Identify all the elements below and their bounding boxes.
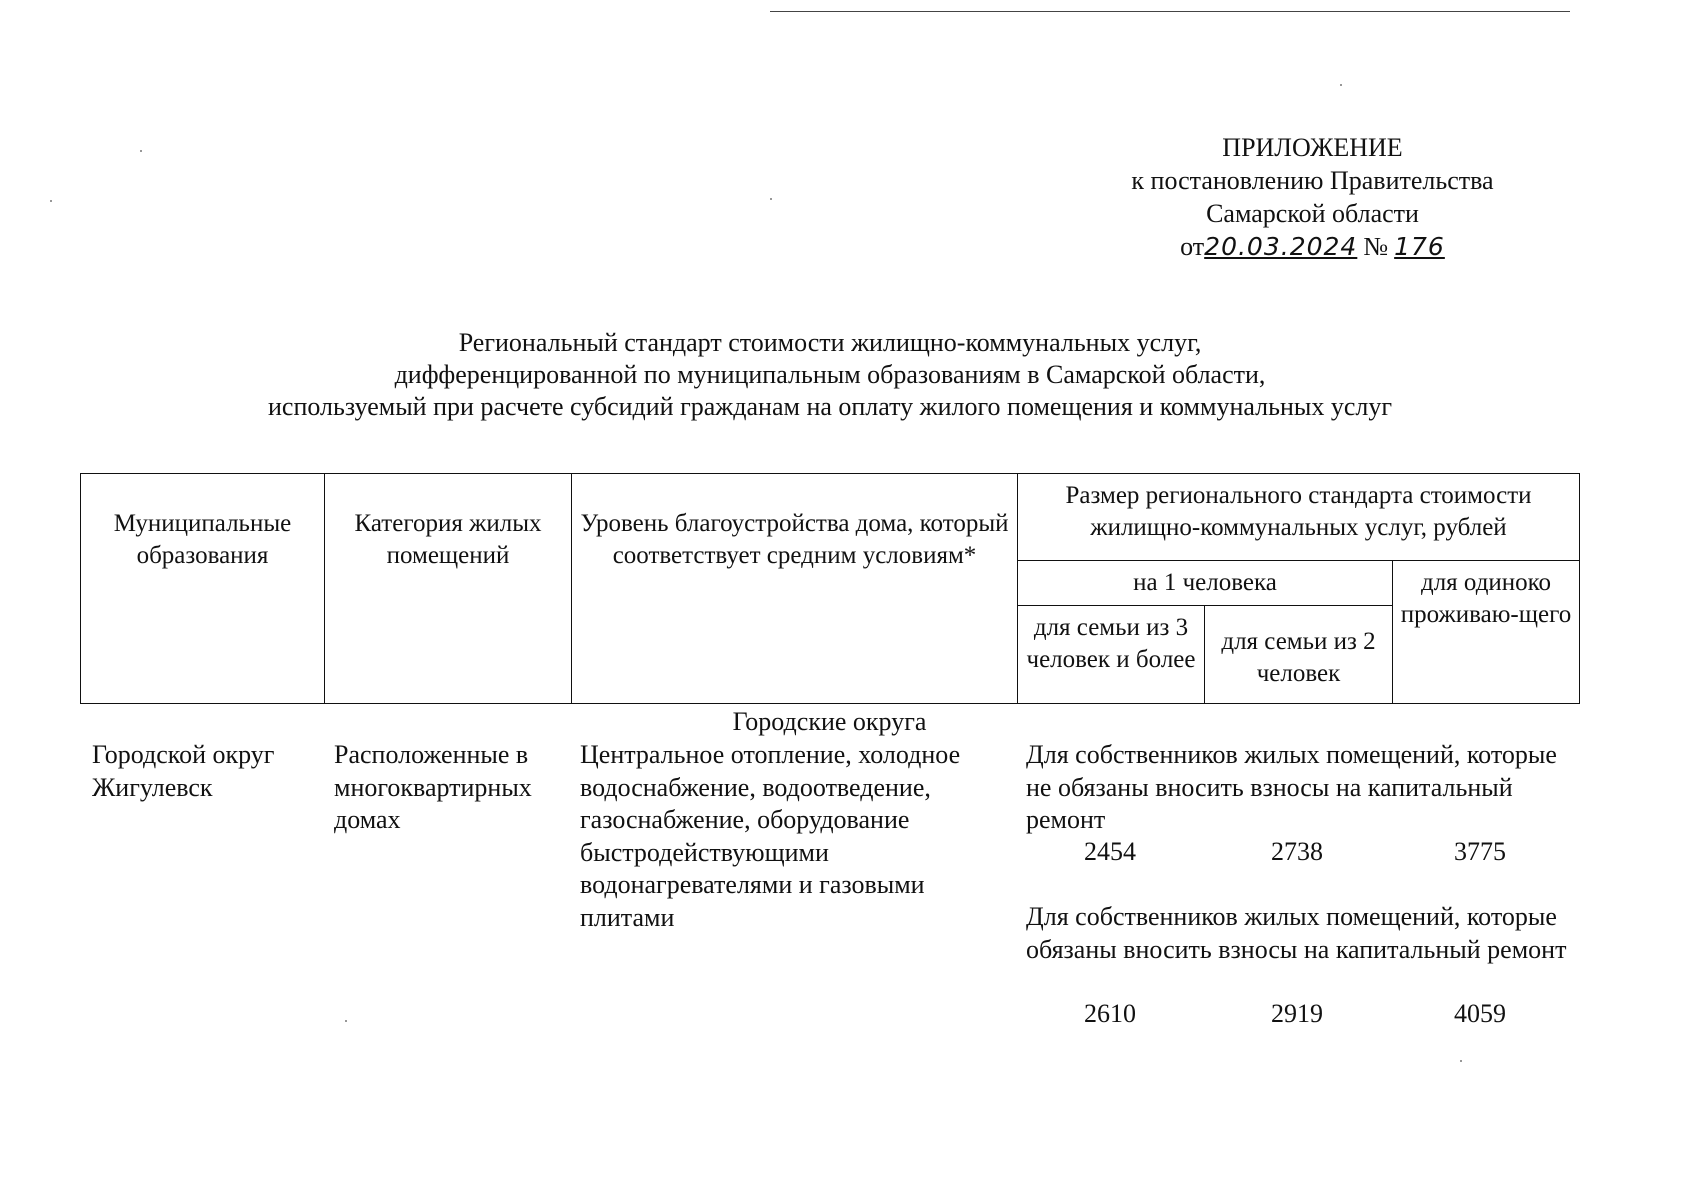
title-line2: дифференцированной по муниципальным образованиям в Самарской области, [394,360,1266,389]
scan-speck [1460,1060,1462,1062]
header-family3: для семьи из 3 человек и более [1018,606,1205,704]
scan-speck [50,200,52,202]
header-per-person: на 1 человека [1018,561,1393,606]
group1-family2-value: 2738 [1271,837,1323,866]
group2-label: Для собственников жилых помещений, которые обязаны вносить взносы на капитальный ремонт [1026,902,1567,964]
scan-line [770,11,1570,12]
scan-speck [1340,84,1342,86]
header-standard-size: Размер регионального стандарта стоимости жилищно-коммунальных услуг, рублей [1018,474,1580,561]
header-municipal: Муниципальные образования [81,474,325,704]
header-single: для одиноко проживаю-щего [1393,561,1580,704]
document-title [80,327,1580,423]
appendix-heading: ПРИЛОЖЕНИЕ [1222,133,1403,162]
appendix-block [1085,131,1540,263]
appendix-line2: Самарской области [1206,199,1419,228]
row-category: Расположенные в многоквартирных домах [334,740,532,834]
scan-speck [345,1020,347,1022]
header-level: Уровень благоустройства дома, который соответствует средним условиям* [572,474,1018,704]
header-category: Категория жилых помещений [325,474,572,704]
group1-single-value: 3775 [1454,837,1506,866]
appendix-date-line [1085,230,1540,263]
standard-table-header [80,473,1580,704]
group2-single-value: 4059 [1454,999,1506,1028]
date-prefix: от [1180,232,1205,261]
group1-label: Для собственников жилых помещений, которые не обязаны вносить взносы на капитальный ремонт [1026,740,1557,834]
group2-family2-value: 2919 [1271,999,1323,1028]
title-line1: Региональный стандарт стоимости жилищно-коммунальных услуг, [458,328,1202,357]
row-municipal: Городской округ Жигулевск [92,740,275,802]
scan-speck [770,198,772,200]
title-line3: используемый при расчете субсидий гражданам на оплату жилого помещения и коммунальных услуг [267,392,1393,421]
handwritten-number: 176 [1394,232,1445,261]
group2-family3-value: 2610 [1084,999,1136,1028]
header-family2: для семьи из 2 человек [1205,606,1393,704]
appendix-line1: к постановлению Правительства [1131,166,1494,195]
row-level: Центральное отопление, холодное водоснабжение, водоотведение, газоснабжение, оборудование быстродействующими водонагревателями и газовыми плитами [580,740,961,932]
handwritten-date: 20.03.2024 [1204,232,1358,261]
section-heading: Городские округа [732,707,927,736]
group1-family3-value: 2454 [1084,837,1136,866]
number-sign: № [1363,232,1389,261]
scan-speck [140,150,142,152]
